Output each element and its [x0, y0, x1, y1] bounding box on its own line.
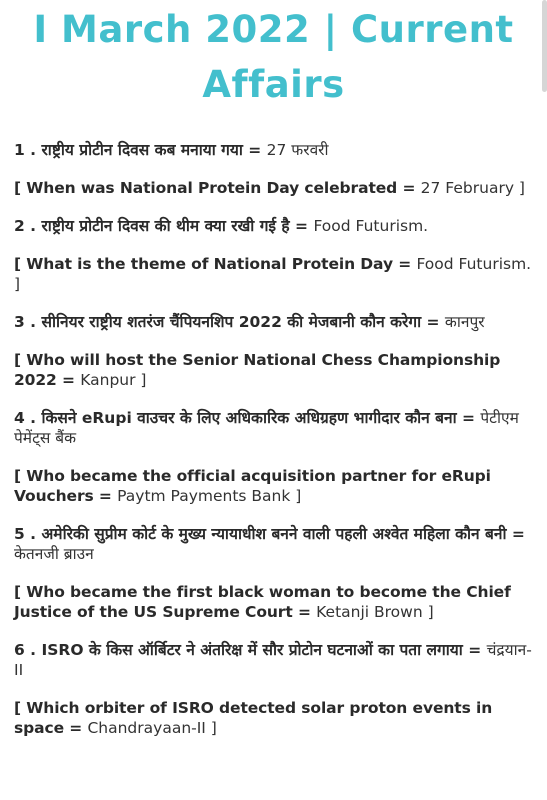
question-5-english: [ Who became the first black woman to become the Chief Justice of the US Supreme Court = Ketanji Brown ]	[14, 583, 511, 621]
question-3-english: [ Who will host the Senior National Chess Championship 2022 = Kanpur ]	[14, 351, 501, 389]
page-title: I March 2022 | Current Affairs	[33, 8, 514, 106]
question-2-english: [ What is the theme of National Protein Day = Food Futurism. ]	[14, 255, 532, 293]
question-2-hindi: 2 . राष्ट्रीय प्रोटीन दिवस की थीम क्या रखी गई है = Food Futurism.	[14, 217, 429, 235]
question-4-english: [ Who became the official acquisition partner for eRupi Vouchers = Paytm Payments Bank ]	[14, 467, 491, 505]
scrollbar[interactable]	[542, 0, 547, 92]
qa-list	[14, 140, 535, 756]
question-4-hindi: 4 . किसने eRupi वाउचर के लिए अधिकारिक अधिग्रहण भागीदार कौन बना = पेटीएम पेमेंट्स बैंक	[14, 409, 519, 447]
question-6-english: [ Which orbiter of ISRO detected solar proton events in space = Chandrayaan-II ]	[14, 699, 493, 737]
question-3-hindi: 3 . सीनियर राष्ट्रीय शतरंज चैंपियनशिप 2022 की मेजबानी कौन करेगा = कानपुर	[14, 313, 485, 331]
question-5-hindi: 5 . अमेरिकी सुप्रीम कोर्ट के मुख्य न्यायाधीश बनने वाली पहली अश्वेत महिला कौन बनी = केतनजी ब्राउन	[14, 525, 525, 563]
question-6-hindi: 6 . ISRO के किस ऑर्बिटर ने अंतरिक्ष में सौर प्रोटोन घटनाओं का पता लगाया = चंद्रयान-II	[14, 641, 532, 679]
question-1-english: [ When was National Protein Day celebrated = 27 February ]	[14, 179, 525, 197]
question-1-hindi: 1 . राष्ट्रीय प्रोटीन दिवस कब मनाया गया = 27 फरवरी	[14, 141, 329, 159]
